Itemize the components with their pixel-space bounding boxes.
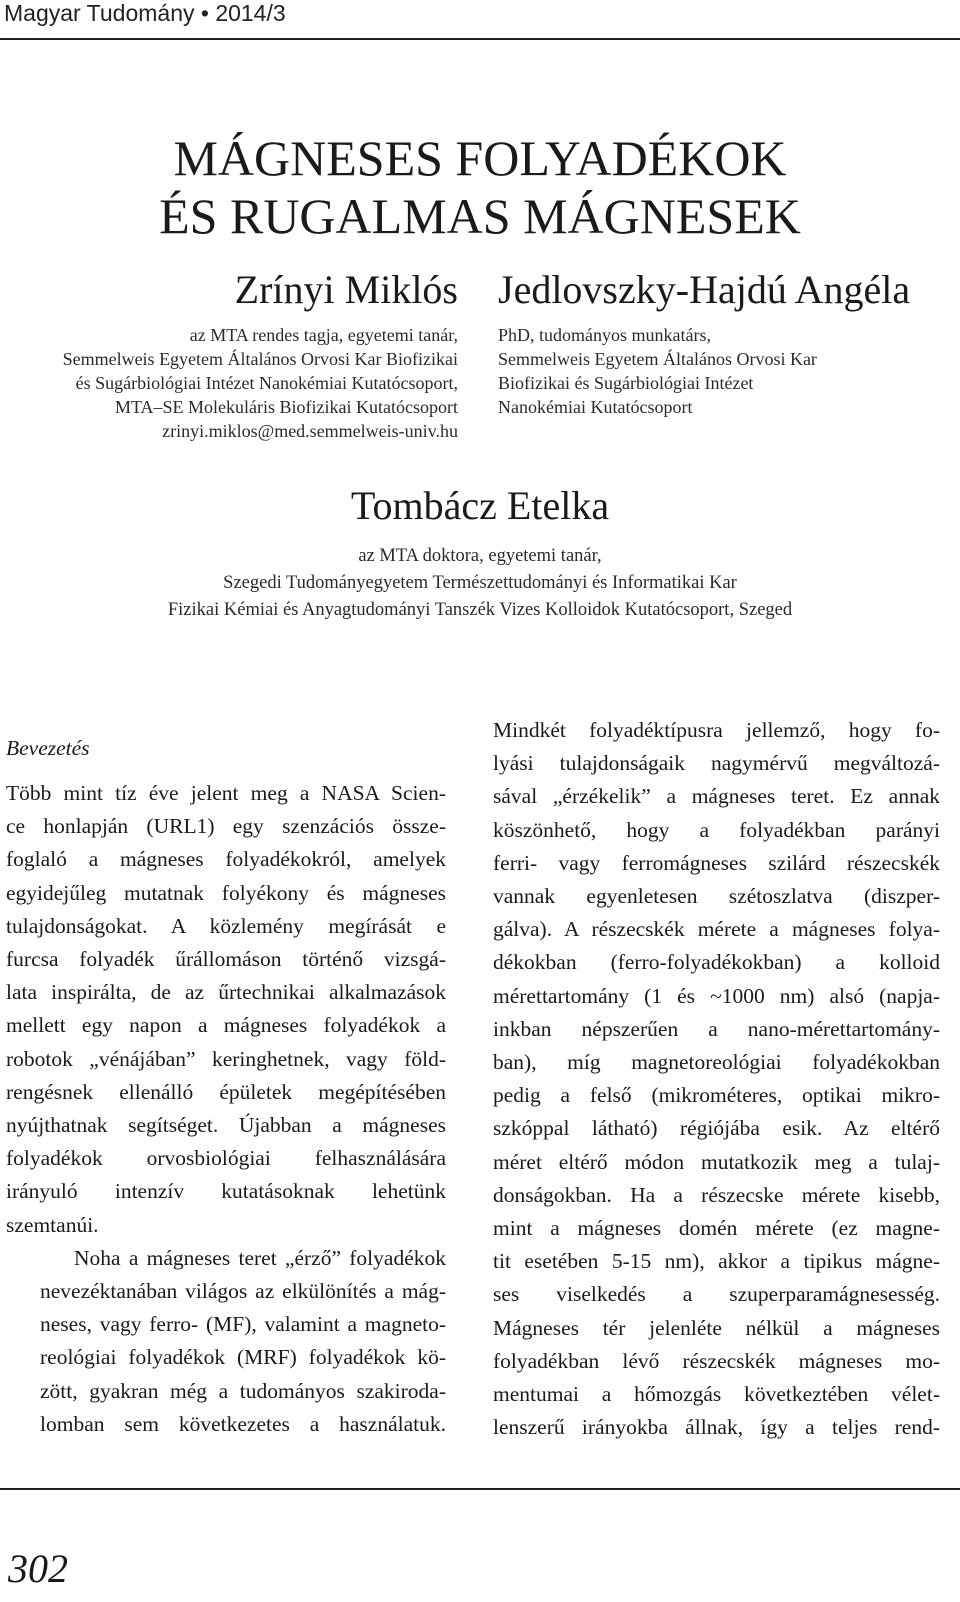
text-line: donságokban. Ha a részecske mérete kisebb, <box>493 1182 940 1207</box>
affiliation-line: és Sugárbiológiai Intézet Nanokémiai Kutatócsoport, <box>75 373 458 393</box>
text-line: folyadékban lévő részecskék mágneses mo- <box>493 1348 940 1373</box>
affiliation-line: Semmelweis Egyetem Általános Orvosi Kar <box>498 349 817 369</box>
text-line: inkban népszerűen a nano-mérettartomány- <box>493 1016 940 1041</box>
page-number: 302 <box>8 1546 68 1591</box>
text-line: furcsa folyadék űrállomáson történő vizsgá- <box>6 947 446 972</box>
text-line: lenszerű irányokba állnak, így a teljes rend- <box>493 1415 940 1440</box>
text-line: lomban sem következetes a használatuk. <box>40 1411 446 1436</box>
running-head: Magyar Tudomány • 2014/3 <box>4 0 286 26</box>
affiliation-line: PhD, tudományos munkatárs, <box>498 325 711 345</box>
article-title-line-1: MÁGNESES FOLYADÉKOK <box>173 130 787 186</box>
author-email[interactable]: zrinyi.miklos@med.semmelweis-univ.hu <box>162 421 458 441</box>
text-line: nyújthatnak segítséget. Újabban a mágneses <box>6 1113 446 1138</box>
affiliation-line: MTA–SE Molekuláris Biofizikai Kutatócsoport <box>114 397 458 417</box>
text-line: mérettartomány (1 és ~1000 nm) alsó (napja- <box>493 983 940 1008</box>
affiliation-line: az MTA rendes tagja, egyetemi tanár, <box>189 325 458 345</box>
text-line: Több mint tíz éve jelent meg a NASA Scien- <box>6 781 446 805</box>
text-line: köszönhető, hogy a folyadékban parányi <box>493 817 940 842</box>
text-line: irányuló intenzív kutatásoknak lehetünk <box>6 1179 446 1204</box>
affiliation-line: Nanokémiai Kutatócsoport <box>498 397 693 417</box>
affiliation-line: Szegedi Tudományegyetem Természettudományi és Informatikai Kar <box>223 573 737 593</box>
paragraph <box>6 1242 446 1441</box>
text-line: ce honlapján (URL1) egy szenzációs össze- <box>6 814 446 839</box>
text-line: szkóppal látható) régiójába esik. Az eltérő <box>493 1116 940 1141</box>
article-title-line-2: ÉS RUGALMAS MÁGNESEK <box>159 188 801 244</box>
text-line: dékokban (ferro-folyadékokban) a kolloid <box>493 950 940 975</box>
text-line: gálva). A részecskék mérete a mágneses folya- <box>493 917 940 942</box>
text-line: mentumai a hőmozgás következtében vélet- <box>493 1382 940 1407</box>
text-line: lata inspirálta, de az űrtechnikai alkalmazások <box>6 980 446 1005</box>
author-name: Tombácz Etelka <box>350 483 610 528</box>
text-line: ferri- vagy ferromágneses szilárd részecskék <box>493 850 940 875</box>
affiliation-line: az MTA doktora, egyetemi tanár, <box>358 546 602 566</box>
text-line: neses, vagy ferro- (MF), valamint a magneto- <box>40 1312 446 1337</box>
text-line: szemtanúi. <box>6 1212 99 1237</box>
affiliation-line: Fizikai Kémiai és Anyagtudományi Tanszék Vizes Kolloidok Kutatócsoport, Szeged <box>167 600 793 620</box>
affiliation-line: Biofizikai és Sugárbiológiai Intézet <box>498 373 754 393</box>
text-line: rengésnek ellenálló épületek megépítésében <box>6 1079 446 1104</box>
text-line: mint a mágneses domén mérete (ez magne- <box>493 1216 940 1241</box>
text-line: foglaló a mágneses folyadékokról, amelyek <box>6 847 446 872</box>
section-heading: Bevezetés <box>6 736 90 760</box>
text-line: folyadékok orvosbiológiai felhasználására <box>6 1146 446 1171</box>
footer-rule <box>0 1488 960 1490</box>
text-line: pedig a felső (mikrométeres, optikai mikro- <box>493 1083 940 1108</box>
text-line: lyási tulajdonságaik nagymérvű megváltozá- <box>493 751 940 776</box>
text-line: méret eltérő módon mutatkozik meg a tulaj- <box>493 1149 940 1174</box>
text-line: nevezéktanában világos az elkülönítés a mág- <box>40 1279 446 1304</box>
author-name: Zrínyi Miklós <box>234 267 458 312</box>
text-line: mellett egy napon a mágneses folyadékok a <box>6 1013 446 1038</box>
text-line: ses viselkedés a szuperparamágnesesség. <box>493 1282 940 1307</box>
header-rule <box>0 38 960 40</box>
author-name: Jedlovszky-Hajdú Angéla <box>498 267 911 312</box>
text-line: egyidejűleg mutatnak folyékony és mágneses <box>6 880 446 905</box>
text-line: Noha a mágneses teret „érző” folyadékok <box>74 1245 446 1270</box>
text-line: Mágneses tér jelenléte nélkül a mágneses <box>493 1315 940 1340</box>
text-line: reológiai folyadékok (MRF) folyadékok kö- <box>40 1345 446 1370</box>
text-line: ban), míg magnetoreológiai folyadékokban <box>493 1050 940 1075</box>
text-line: zött, gyakran még a tudományos szakiroda- <box>40 1378 446 1403</box>
affiliation-line: Semmelweis Egyetem Általános Orvosi Kar Biofizikai <box>62 349 458 369</box>
body-column-right <box>493 714 940 1444</box>
text-line: Mindkét folyadéktípusra jellemző, hogy fo- <box>493 718 940 742</box>
paragraph <box>493 714 940 1444</box>
text-line: tit esetében 5-15 nm), akkor a tipikus mágne- <box>493 1249 940 1274</box>
author-block-zrinyi <box>0 268 458 443</box>
text-line: robotok „vénájában” keringhetnek, vagy föld- <box>6 1046 446 1071</box>
text-line: tulajdonságokat. A közlemény megírását e <box>6 913 446 938</box>
author-block-jedlovszky-hajdu <box>498 268 948 419</box>
body-column-left <box>6 712 446 1441</box>
text-line: vannak egyenletesen szétoszlatva (diszper- <box>493 884 940 909</box>
paragraph <box>6 777 446 1242</box>
text-line: sával „érzékelik” a mágneses teret. Ez annak <box>493 784 940 809</box>
author-block-tombacz <box>0 484 960 624</box>
